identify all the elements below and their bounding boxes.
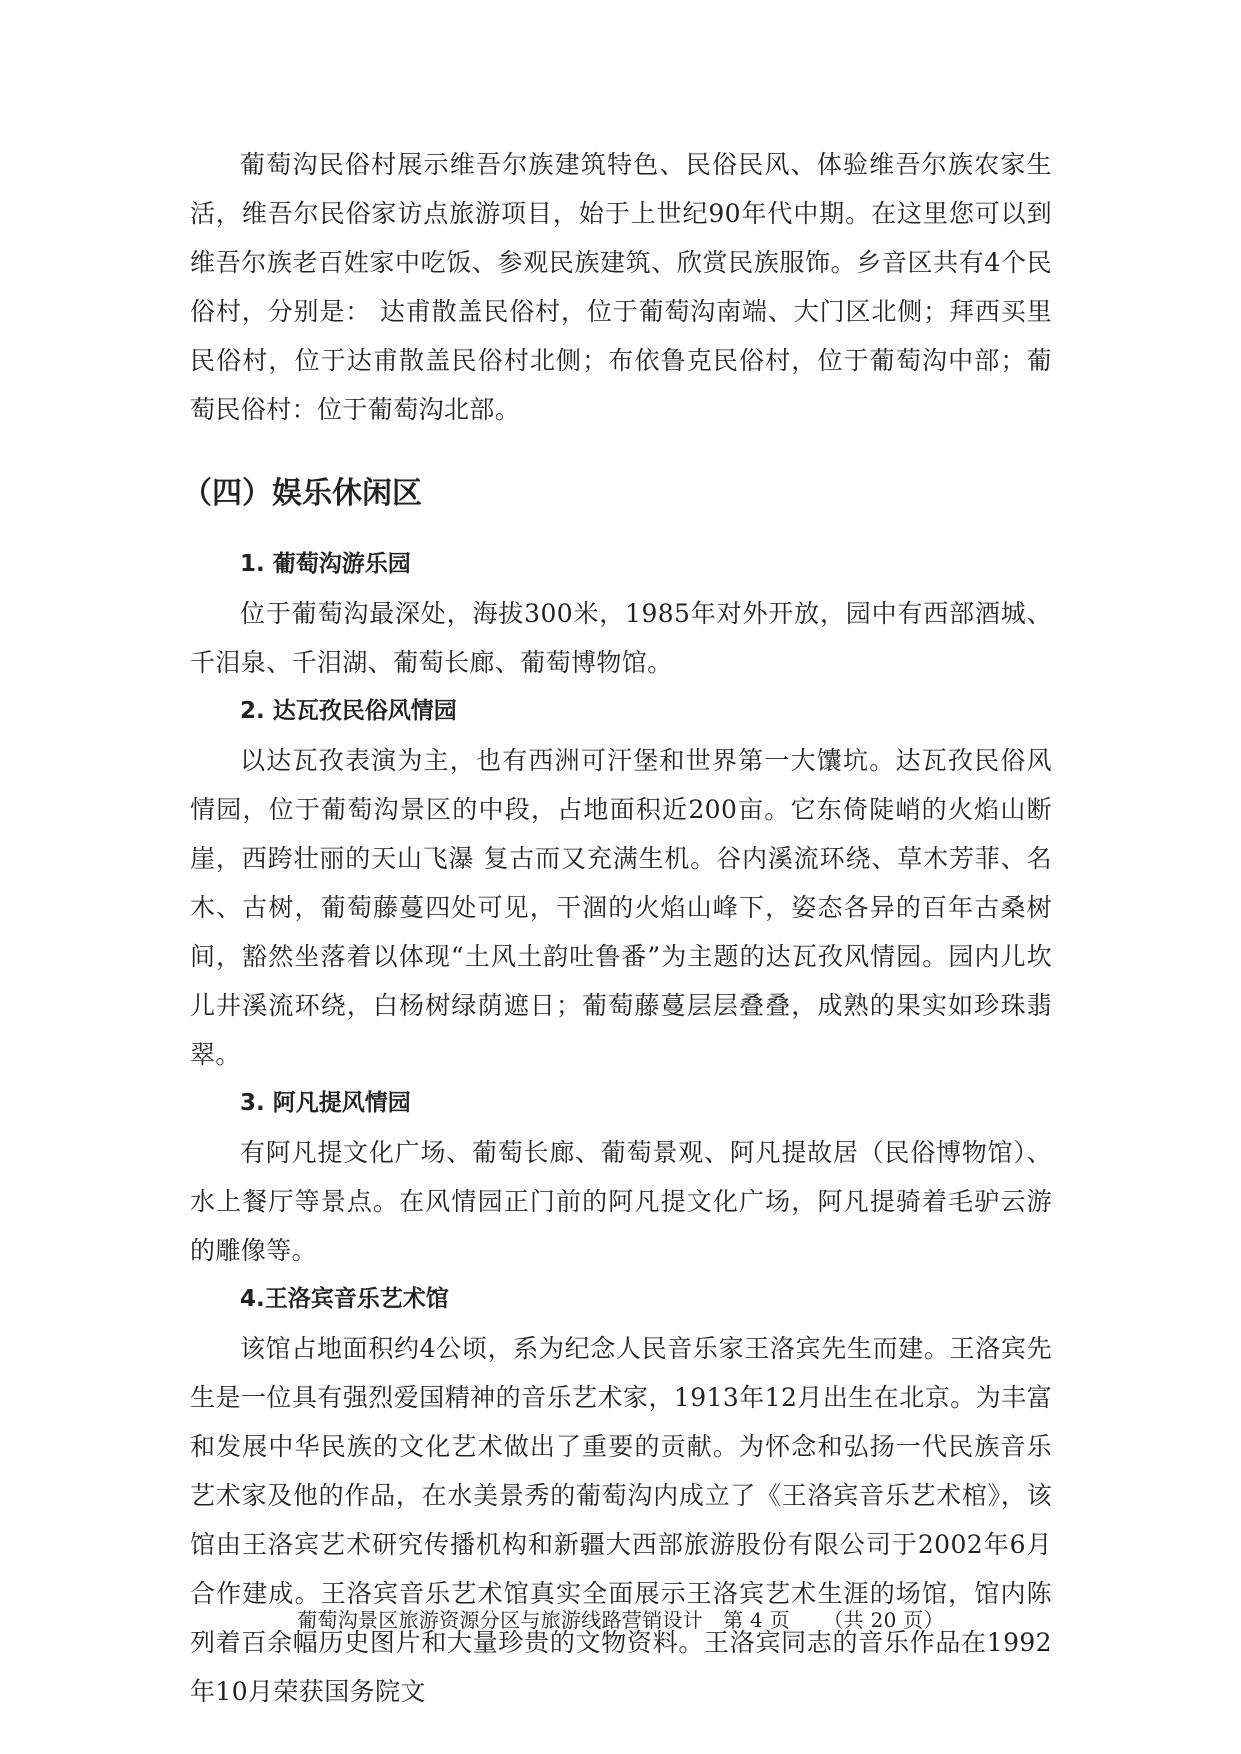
intro-paragraph: 葡萄沟民俗村展示维吾尔族建筑特色、民俗民风、体验维吾尔族农家生活，维吾尔民俗家访点旅游项目，始于上世纪90年代中期。在这里您可以到维吾尔族老百姓家中吃饭、参观民族建筑、欣赏民族服饰。乡音区共有4个民俗村，分别是： 达甫散盖民俗村，位于葡萄沟南端、大门区北侧；拜西买里民俗村，位于达甫散盖民俗村北侧；布依鲁克民俗村，位于葡萄沟中部；葡萄民俗村：位于葡萄沟北部。 — [190, 150, 1052, 424]
subsection-heading-4: 4.王洛宾音乐艺术馆 — [240, 1286, 449, 1312]
subsection-paragraph-4: 该馆占地面积约4公顷，系为纪念人民音乐家王洛宾先生而建。王洛宾先生是一位具有强烈爱国精神的音乐艺术家，1913年12月出生在北京。为丰富和发展中华民族的文化艺术做出了重要的贡献。为怀念和弘扬一代民族音乐艺术家及他的作品，在水美景秀的葡萄沟内成立了《王洛宾音乐艺术棺》，该馆由王洛宾艺术研究传播机构和新疆大西部旅游股份有限公司于2002年6月合作建成。王洛宾音乐艺术馆真实全面展示王洛宾艺术生涯的场馆，馆内陈列着百余幅历史图片和大量珍贵的文物资料。王洛宾同志的音乐作品在1992年10月荣获国务院文 — [190, 1334, 1052, 1706]
footer-title: 葡萄沟景区旅游资源分区与旅游线路营销设计 — [297, 1608, 704, 1632]
subsection-heading-1: 1. 葡萄沟游乐园 — [240, 551, 411, 577]
subsection-paragraph-1: 位于葡萄沟最深处，海拔300米，1985年对外开放，园中有西部酒城、千泪泉、千泪湖、葡萄长廊、葡萄博物馆。 — [190, 599, 1052, 677]
page-footer — [0, 1604, 1241, 1633]
section-heading: （四）娱乐休闲区 — [182, 476, 422, 511]
footer-total-pages: （共 20 页） — [823, 1608, 944, 1632]
subsection-paragraph-2: 以达瓦孜表演为主，也有西洲可汗堡和世界第一大馕坑。达瓦孜民俗风情园，位于葡萄沟景区的中段，占地面积近200亩。它东倚陡峭的火焰山断崖，西跨壮丽的天山飞瀑 复古而又充满生机。谷内溪流环绕、草木芳菲、名木、古树，葡萄藤蔓四处可见，干涸的火焰山峰下，姿态各异的百年古桑树间，豁然坐落着以体现“土风土韵吐鲁番”为主题的达瓦孜风情园。园内儿坎儿井溪流环绕，白杨树绿荫遮日；葡萄藤蔓层层叠叠，成熟的果实如珍珠翡翠。 — [190, 746, 1052, 1069]
subsection-heading-2: 2. 达瓦孜民俗风情园 — [240, 698, 457, 724]
document-body — [182, 140, 1052, 1716]
subsection-paragraph-3: 有阿凡提文化广场、葡萄长廊、葡萄景观、阿凡提故居（民俗博物馆）、水上餐厅等景点。在风情园正门前的阿凡提文化广场，阿凡提骑着毛驴云游的雕像等。 — [190, 1138, 1052, 1265]
subsection-heading-3: 3. 阿凡提风情园 — [240, 1090, 411, 1116]
footer-page-number: 第 4 页 — [723, 1608, 791, 1632]
